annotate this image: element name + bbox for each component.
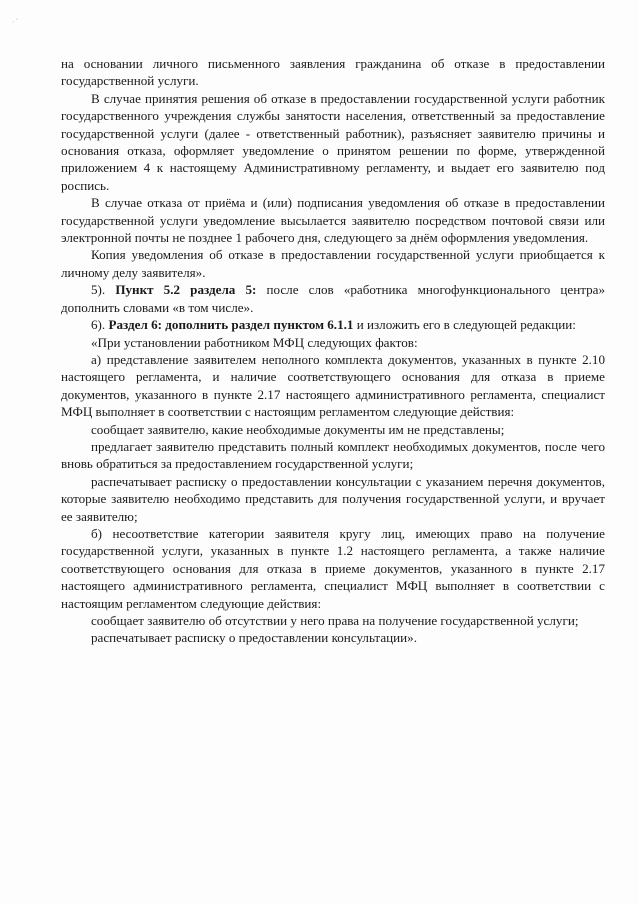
text-fragment: после слов «работника многофункционального центра» дополнить словами «в том числе». [61, 282, 605, 315]
paragraph-p2 [61, 90, 605, 194]
text-fragment: 5). [91, 282, 116, 298]
paragraph-p3 [61, 194, 605, 246]
text-fragment: сообщает заявителю, какие необходимые документы им не представлены; [91, 421, 505, 437]
paragraph-p9 [61, 421, 605, 438]
paragraph-p10 [61, 438, 605, 473]
bold-text-fragment: Раздел 6: дополнить раздел пунктом 6.1.1 [108, 317, 354, 333]
scan-artifact-mark: ·´ [12, 18, 19, 27]
document-body-text [61, 55, 605, 647]
text-fragment: и изложить его в следующей редакции: [353, 317, 576, 333]
text-fragment: на основании личного письменного заявления гражданина об отказе в предоставлении государственной услуги. [61, 56, 605, 89]
paragraph-p8 [61, 351, 605, 421]
bold-text-fragment: Пункт 5.2 раздела 5: [115, 282, 257, 298]
paragraph-p13 [61, 612, 605, 629]
paragraph-p1 [61, 55, 605, 90]
paragraph-p7 [61, 334, 605, 351]
text-fragment: 6). [91, 317, 109, 333]
paragraph-p5 [61, 281, 605, 316]
text-fragment: распечатывает расписку о предоставлении консультации». [91, 630, 417, 646]
text-fragment: предлагает заявителю представить полный комплект необходимых документов, после чего вновь обратиться за предоставлением государственной услуги; [61, 438, 605, 472]
paragraph-p12 [61, 525, 605, 612]
text-fragment: В случае принятия решения об отказе в предоставлении государственной услуги работник государственного учреждения службы занятости населения, ответственный за предоставление государственной услуги (далее - ответственный работник), разъясняет заявителю причины и основания отказа, оформляет уведомление о принятом решении по форме, утвержденной приложением 4 к настоящему Административному регламенту, и выдает его заявителю под роспись. [61, 90, 605, 193]
text-fragment: распечатывает расписку о предоставлении консультации с указанием перечня документов, которые заявителю необходимо представить для получения государственной услуги, и вручает ее заявителю; [61, 473, 605, 524]
paragraph-p11 [61, 473, 605, 525]
text-fragment: В случае отказа от приёма и (или) подписания уведомления об отказе в предоставлении государственной услуги уведомление высылается заявителю посредством почтовой связи или электронной почты не позднее 1 рабочего дня, следующего за днём оформления уведомления. [61, 195, 605, 246]
paragraph-p14 [61, 629, 605, 646]
text-fragment: а) представление заявителем неполного комплекта документов, указанных в пункте 2.10 настоящего регламента, и наличие соответствующего основания для отказа в приеме документов, указанного в пункте 2.17 настоящего административного регламента, специалист МФЦ выполняет в соответствии с настоящим регламентом следующие действия: [61, 351, 605, 420]
text-fragment: б) несоответствие категории заявителя кругу лиц, имеющих право на получение государственной услуги, указанных в пункте 1.2 настоящего регламента, а также наличие соответствующего основания для отказа в приеме документов, указанного в пункте 2.17 настоящего административного регламента, специалист МФЦ выполняет в соответствии с настоящим регламентом следующие действия: [61, 525, 605, 611]
text-fragment: сообщает заявителю об отсутствии у него права на получение государственной услуги; [91, 613, 579, 628]
text-fragment: «При установлении работником МФЦ следующих фактов: [91, 334, 418, 350]
paragraph-p4 [61, 246, 605, 281]
text-fragment: Копия уведомления об отказе в предоставлении государственной услуги приобщается к личному делу заявителя». [61, 247, 605, 280]
paragraph-p6 [61, 316, 605, 333]
